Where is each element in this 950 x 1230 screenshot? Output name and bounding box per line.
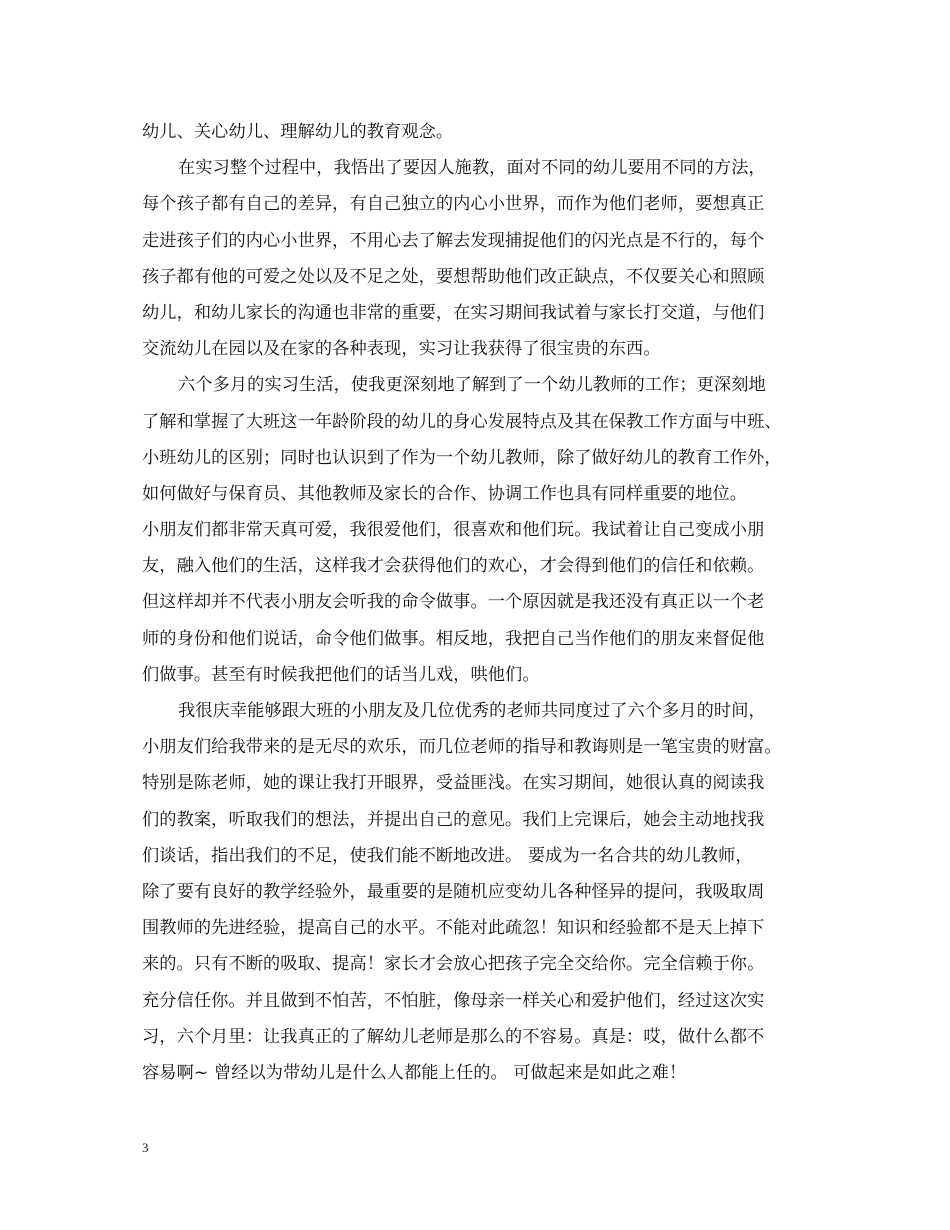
text-line: 除了要有良好的教学经验外，最重要的是随机应变幼儿各种怪异的提问，我吸取周 (142, 881, 765, 902)
page-number: 3 (142, 1140, 149, 1155)
text-line: 交流幼儿在园以及在家的各种表现，实习让我获得了很宝贵的东西。 (142, 339, 661, 360)
text-line: 走进孩子们的内心小世界，不用心去了解去发现捕捉他们的闪光点是不行的，每个 (142, 230, 765, 251)
text-line: 特别是陈老师，她的课让我打开眼界，受益匪浅。在实习期间，她很认真的阅读我 (142, 773, 765, 794)
text-line: 六个多月的实习生活，使我更深刻地了解到了一个幼儿教师的工作；更深刻地 (178, 375, 766, 396)
text-line: 容易啊~ 曾经以为带幼儿是什么人都能上任的。 可做起来是如此之难！ (142, 1062, 687, 1083)
text-line: 如何做好与保育员、其他教师及家长的合作、协调工作也具有同样重要的地位。 (142, 483, 748, 504)
text-line: 在实习整个过程中，我悟出了要因人施教，面对不同的幼儿要用不同的方法， (178, 158, 766, 179)
text-line: 小朋友们给我带来的是无尽的欢乐，而几位老师的指导和教诲则是一笔宝贵的财富。 (142, 737, 782, 758)
text-line: 友，融入他们的生活，这样我才会获得他们的欢心，才会得到他们的信任和依赖。 (142, 556, 765, 577)
text-line: 但这样却并不代表小朋友会听我的命令做事。一个原因就是我还没有真正以一个老 (142, 592, 765, 613)
text-line: 小班幼儿的区别；同时也认识到了作为一个幼儿教师，除了做好幼儿的教育工作外， (142, 447, 782, 468)
text-line: 师的身份和他们说话，命令他们做事。相反地，我把自己当作他们的朋友来督促他 (142, 628, 765, 649)
text-line: 们谈话，指出我们的不足，使我们能不断地改进。 要成为一名合共的幼儿教师， (142, 845, 753, 866)
body-text (142, 114, 832, 1091)
text-line: 幼儿，和幼儿家长的沟通也非常的重要，在实习期间我试着与家长打交道，与他们 (142, 302, 765, 323)
text-line: 来的。只有不断的吸取、提高！家长才会放心把孩子完全交给你。完全信赖于你。 (142, 954, 765, 975)
text-line: 习，六个月里：让我真正的了解幼儿老师是那么的不容易。真是：哎，做什么都不 (142, 1026, 765, 1047)
text-line: 每个孩子都有自己的差异，有自己独立的内心小世界，而作为他们老师，要想真正 (142, 194, 765, 215)
text-line: 幼儿、关心幼儿、理解幼儿的教育观念。 (142, 122, 454, 142)
text-line: 孩子都有他的可爱之处以及不足之处，要想帮助他们改正缺点，不仅要关心和照顾 (142, 266, 765, 287)
text-line: 们做事。甚至有时候我把他们的话当儿戏，哄他们。 (142, 664, 540, 685)
text-line: 们的教案，听取我们的想法，并提出自己的意见。我们上完课后，她会主动地找我 (142, 809, 765, 830)
text-line: 围教师的先进经验，提高自己的水平。不能对此疏忽！知识和经验都不是天上掉下 (142, 918, 765, 939)
text-line: 充分信任你。并且做到不怕苦，不怕脏，像母亲一样关心和爱护他们，经过这次实 (142, 990, 765, 1011)
text-line: 我很庆幸能够跟大班的小朋友及几位优秀的老师共同度过了六个多月的时间， (178, 701, 766, 721)
text-line: 了解和掌握了大班这一年龄阶段的幼儿的身心发展特点及其在保教工作方面与中班、 (142, 411, 782, 432)
text-line: 小朋友们都非常天真可爱，我很爱他们，很喜欢和他们玩。我试着让自己变成小朋 (142, 520, 765, 541)
